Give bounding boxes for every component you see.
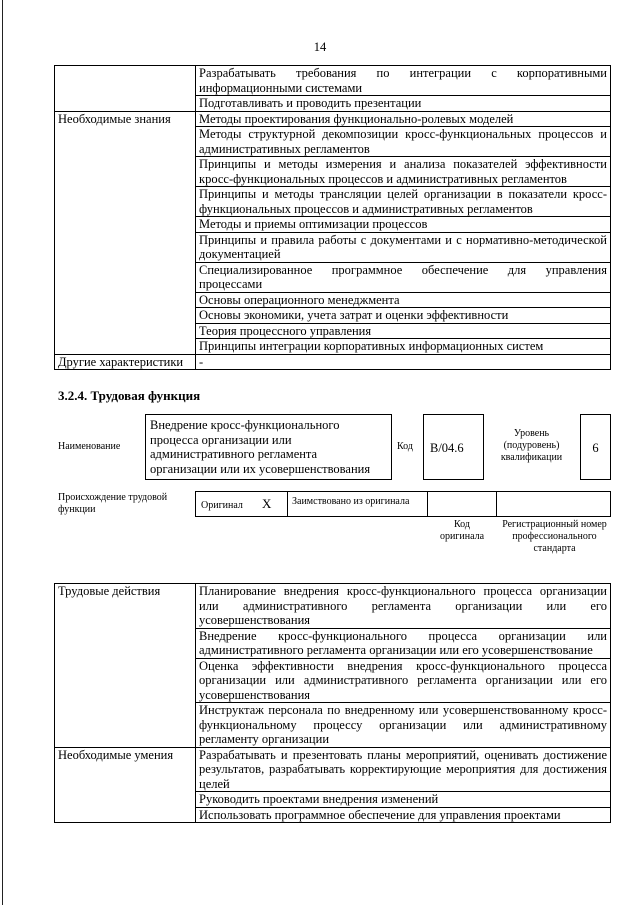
list-item: Использовать программное обеспечение для управления проектами [196, 807, 611, 823]
reg-number-caption: Регистрационный номер профессионального стандарта [502, 519, 607, 554]
row-label-skills: Необходимые умения [55, 747, 196, 823]
list-item: Методы структурной декомпозиции кросс-функциональных процессов и административных регламентов [196, 127, 611, 157]
list-item: Основы операционного менеджмента [196, 292, 611, 308]
level-value: 6 [592, 441, 599, 455]
list-item: Принципы и правила работы с документами и с нормативно-методической документацией [196, 232, 611, 262]
code-label: Код [397, 441, 413, 452]
row-label-knowledge: Необходимые знания [55, 111, 196, 354]
list-item: Подготавливать и проводить презентации [196, 96, 611, 112]
code-original-cell [427, 491, 497, 517]
borrowed-label: Заимствовано из оригинала [292, 496, 410, 507]
list-item: Планирование внедрения кросс-функционального процесса организации или административного регламента организации или его усовершенствования [196, 584, 611, 629]
row-label [55, 66, 196, 112]
list-item: Методы проектирования функционально-ролевых моделей [196, 111, 611, 127]
code-original-caption: Код оригинала [439, 519, 485, 542]
list-item: Оценка эффективности внедрения кросс-функционального процесса организации или административного регламента организации или его усовершенствования [196, 658, 611, 703]
list-item: Теория процессного управления [196, 323, 611, 339]
original-cell [195, 491, 288, 517]
list-item: Принципы и методы измерения и анализа показателей эффективности кросс-функциональных процессов и административных регламентов [196, 157, 611, 187]
name-label: Наименование [58, 441, 121, 452]
list-item: Разрабатывать требования по интеграции с корпоративными информационными системами [196, 66, 611, 96]
code-value: B/04.6 [430, 441, 464, 455]
table-row [55, 354, 611, 370]
list-item: Принципы интеграции корпоративных информационных систем [196, 339, 611, 355]
list-item: Разрабатывать и презентовать планы мероприятий, оценивать достижение результатов, разрабатывать корректирующие мероприятия для достижения целей [196, 747, 611, 792]
original-label: Оригинал [201, 500, 243, 511]
list-item: Руководить проектами внедрения изменений [196, 792, 611, 808]
list-item: Методы и приемы оптимизации процессов [196, 217, 611, 233]
list-item: Основы экономики, учета затрат и оценки эффективности [196, 308, 611, 324]
page-number: 14 [313, 40, 327, 54]
list-item: Специализированное программное обеспечение для управления процессами [196, 262, 611, 292]
level-label: Уровень (подуровень) квалификации [500, 428, 563, 463]
reg-number-cell [496, 491, 611, 517]
table-row [55, 584, 611, 629]
knowledge-table [54, 65, 611, 370]
code-box [423, 414, 484, 480]
table-row [55, 111, 611, 127]
origin-label: Происхождение трудовой функции [58, 492, 168, 515]
table-row [55, 747, 611, 792]
borrowed-cell [287, 491, 428, 517]
list-item: Внедрение кросс-функционального процесса организации или административного регламента организации или его усовершенствование [196, 628, 611, 658]
function-name: Внедрение кросс-функционального процесса организации или административного регламента организации или их усовершенствования [150, 418, 371, 476]
table-row [55, 66, 611, 96]
level-box [580, 414, 611, 480]
row-label-actions: Трудовые действия [55, 584, 196, 748]
section-title: 3.2.4. Трудовая функция [58, 388, 201, 403]
actions-table [54, 583, 611, 823]
function-name-box [145, 414, 392, 480]
list-item: Инструктаж персонала по внедренному или усовершенствованному кросс-функциональному процессу организации или административному регламенту организации [196, 703, 611, 748]
original-mark: X [262, 496, 272, 511]
list-item: Принципы и методы трансляции целей организации в показатели кросс-функциональных процессов и административных регламентов [196, 187, 611, 217]
scan-edge [2, 0, 3, 905]
list-item: - [196, 354, 611, 370]
row-label-other: Другие характеристики [55, 354, 196, 370]
